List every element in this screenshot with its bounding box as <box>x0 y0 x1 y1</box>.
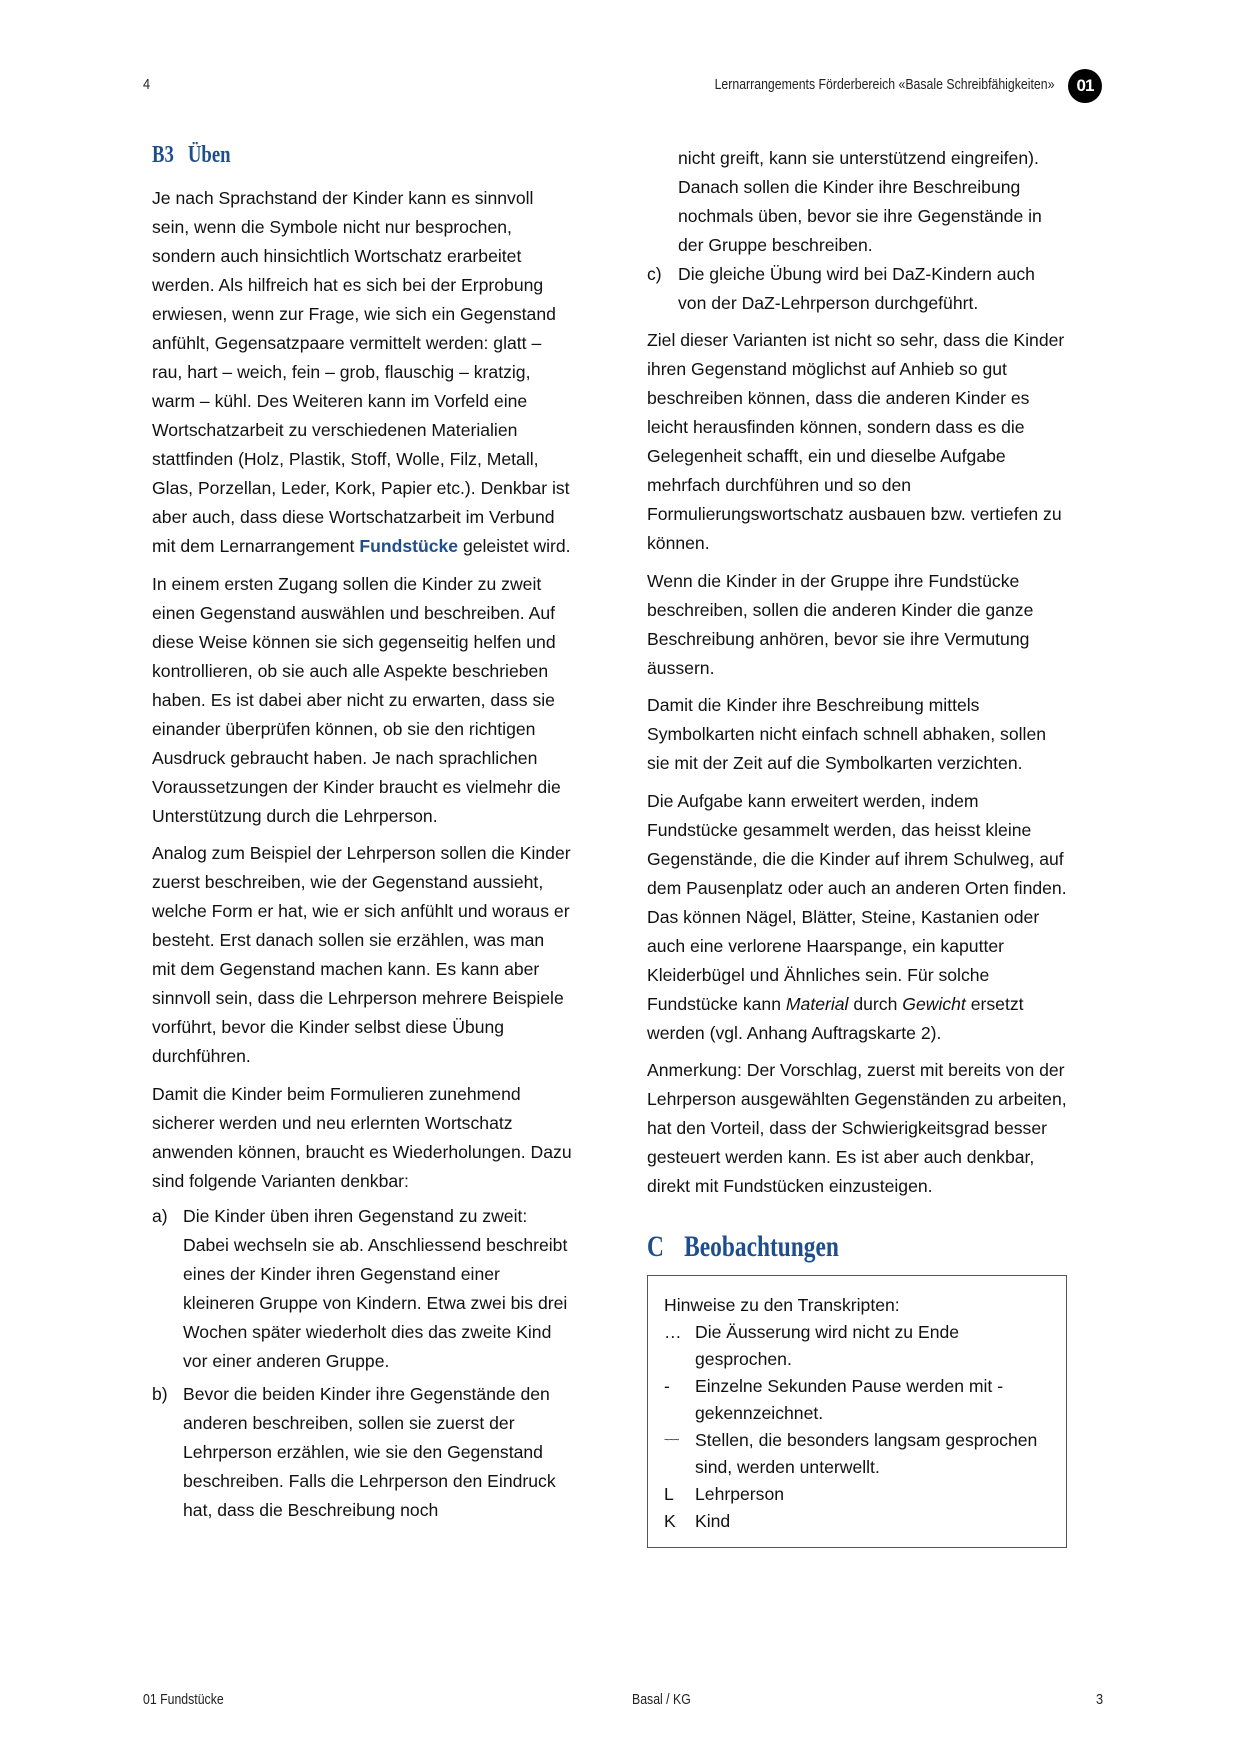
paragraph: Analog zum Beispiel der Lehrperson sollen die Kinder zuerst beschreiben, wie der Gegenstand aussieht, welche Form er hat, wie er sich anfühlt und woraus er besteht. Erst danach sollen sie erzählen, was man mit dem Gegenstand machen kann. Es kann aber sinnvoll sein, dass die Lehrperson mehrere Beispiele vorführt, bevor die Kinder selbst diese Übung durchführen. <box>152 843 571 1067</box>
transcript-notes-box <box>647 1275 1067 1548</box>
paragraph-text: Die Aufgabe kann erweitert werden, indem Fundstücke gesammelt werden, das heisst kleine Gegenstände, die die Kinder auf ihrem Schulweg, auf dem Pausenplatz oder auch an anderen Orten finden. Das können Nägel, Blätter, Steine, Kastanien oder auch eine verlorene Haarspange, ein kaputter Kleiderbügel und Ähnliches sein. Für solche Fundstücke kann <box>647 790 1067 1014</box>
list-marker: c) <box>647 264 662 284</box>
paragraph: Damit die Kinder beim Formulieren zunehmend sicherer werden und neu erlernten Wortschatz anwenden können, braucht es Wiederholungen. Dazu sind folgende Varianten denkbar: <box>152 1083 572 1191</box>
list-marker: a) <box>152 1205 168 1226</box>
section-heading-c <box>647 1229 975 1265</box>
paragraph <box>152 184 572 561</box>
header-title: Lernarrangements Förderbereich «Basale Schreibfähigkeiten» <box>714 76 1054 93</box>
section-number: C <box>647 1230 664 1264</box>
paragraph: In einem ersten Zugang sollen die Kinder zu zweit einen Gegenstand auswählen und beschreiben. Auf diese Weise können sie sich gegenseitig helfen und kontrollieren, ob sie auch alle Aspekte beschrieben haben. Es ist dabei aber nicht zu erwarten, dass sie einander überprüfen können, ob sie den richtigen Ausdruck gebraucht haben. Je nach sprachlichen Voraussetzungen der Kinder braucht es vielmehr die Unterstützung durch die Lehrperson. <box>152 573 561 826</box>
note-item <box>664 1373 1050 1427</box>
note-text: Einzelne Sekunden Pause werden mit - gekennzeichnet. <box>695 1376 1004 1424</box>
fundstuecke-link[interactable]: Fundstücke <box>359 536 459 556</box>
paragraph-text: Je nach Sprachstand der Kinder kann es sinnvoll sein, wenn die Symbole nicht nur besprochen, sondern auch hinsichtlich Wortschatz erarbeitet werden. Als hilfreich hat es sich bei der Erprobung erwiesen, wenn zur Frage, wie sich ein Gegenstand anfühlt, Gegensatzpaare vermittelt werden: glatt – rau, hart – weich, fein – grob, flauschig – kratzig, warm – kühl. Des Weiteren kann im Vorfeld eine Wortschatzarbeit zu verschiedenen Materialien stattfinden (Holz, Plastik, Stoff, Wolle, Filz, Metall, Glas, Porzellan, Leder, Kork, Papier etc.). Denkbar ist aber auch, dass diese Wortschatzarbeit im Verbund mit dem Lernarrangement <box>152 188 570 556</box>
header-page-number: 4 <box>143 76 151 93</box>
section-heading-b3 <box>152 140 480 170</box>
footer-left: 01 Fundstücke <box>143 1691 224 1708</box>
variant-item-b-continuation: nicht greift, kann sie unterstützend eingreifen). Danach sollen die Kinder ihre Beschreibung nochmals üben, bevor sie ihre Gegenstände in der Gruppe beschreiben. <box>678 148 1042 255</box>
remark-paragraph: Anmerkung: Der Vorschlag, zuerst mit bereits von der Lehrperson ausgewählten Gegenständen zu arbeiten, hat den Vorteil, dass der Schwierigkeitsgrad besser gesteuert werden kann. Es ist aber auch denkbar, direkt mit Fundstücken einzusteigen. <box>647 1060 1067 1197</box>
list-marker: b) <box>152 1383 168 1404</box>
right-column <box>647 144 1067 1548</box>
wavy-underline-icon <box>664 1427 695 1481</box>
paragraph-text: geleistet wird. <box>458 536 571 556</box>
paragraph: Ziel dieser Varianten ist nicht so sehr, dass die Kinder ihren Gegenstand möglichst auf Anhieb so gut beschreiben können, dass die anderen Kinder es leicht herausfinden können, sondern dass es die Gelegenheit schafft, ein und dieselbe Aufgabe mehrfach durchführen und so den Formulierungswortschatz ausbauen bzw. vertiefen zu können. <box>647 330 1065 553</box>
k-symbol: K <box>664 1511 676 1532</box>
paragraph-text: durch <box>848 993 903 1014</box>
note-text: Lehrperson <box>695 1484 785 1505</box>
chapter-badge: 01 <box>1068 69 1102 103</box>
note-item <box>664 1427 1050 1481</box>
footer-page-number: 3 <box>1096 1691 1104 1708</box>
left-column <box>152 140 572 1529</box>
section-number: B3 <box>152 142 174 168</box>
variant-item-b <box>152 1380 572 1525</box>
note-text: Kind <box>695 1511 731 1532</box>
note-item <box>664 1508 1050 1535</box>
paragraph: Damit die Kinder ihre Beschreibung mittels Symbolkarten nicht einfach schnell abhaken, sollen sie mit der Zeit auf die Symbolkarten verzichten. <box>647 695 1047 774</box>
notes-title: Hinweise zu den Transkripten: <box>664 1295 900 1316</box>
paragraph: Wenn die Kinder in der Gruppe ihre Fundstücke beschreiben, sollen die anderen Kinder die ganze Beschreibung anhören, bevor sie ihre Vermutung äussern. <box>647 570 1034 678</box>
note-text: Stellen, die besonders langsam gesprochen sind, werden unterwellt. <box>695 1430 1038 1478</box>
paragraph <box>647 787 1067 1048</box>
emphasis-gewicht: Gewicht <box>902 993 966 1014</box>
note-item <box>664 1481 1050 1508</box>
section-title: Üben <box>187 142 231 168</box>
variant-item-c <box>647 260 1067 318</box>
dash-symbol: - <box>664 1376 670 1397</box>
ellipsis-symbol: … <box>664 1322 682 1343</box>
emphasis-material: Material <box>785 993 849 1014</box>
wave-symbol: ~~~ <box>664 1435 679 1447</box>
list-text: Die gleiche Übung wird bei DaZ-Kindern auch von der DaZ-Lehrperson durchgeführt. <box>678 264 1035 313</box>
l-symbol: L <box>664 1484 674 1505</box>
note-text: Die Äusserung wird nicht zu Ende gesprochen. <box>695 1322 960 1370</box>
paragraph-text: ersetzt werden (vgl. Anhang Auftragskarte 2). <box>647 993 1024 1043</box>
variant-item-a <box>152 1202 572 1376</box>
section-title: Beobachtungen <box>684 1230 839 1264</box>
note-item <box>664 1319 1050 1373</box>
footer-center: Basal / KG <box>632 1691 691 1708</box>
list-text: Bevor die beiden Kinder ihre Gegenstände den anderen beschreiben, sollen sie zuerst der Lehrperson erzählen, wie sie den Gegenstand beschreiben. Falls die Lehrperson den Eindruck hat, dass die Beschreibung noch <box>183 1383 556 1520</box>
list-text: Die Kinder üben ihren Gegenstand zu zweit: Dabei wechseln sie ab. Anschliessend beschreibt eines der Kinder ihren Gegenstand einer kleineren Gruppe von Kindern. Etwa zwei bis drei Wochen später wiederholt dies das zweite Kind vor einer anderen Gruppe. <box>183 1205 568 1371</box>
